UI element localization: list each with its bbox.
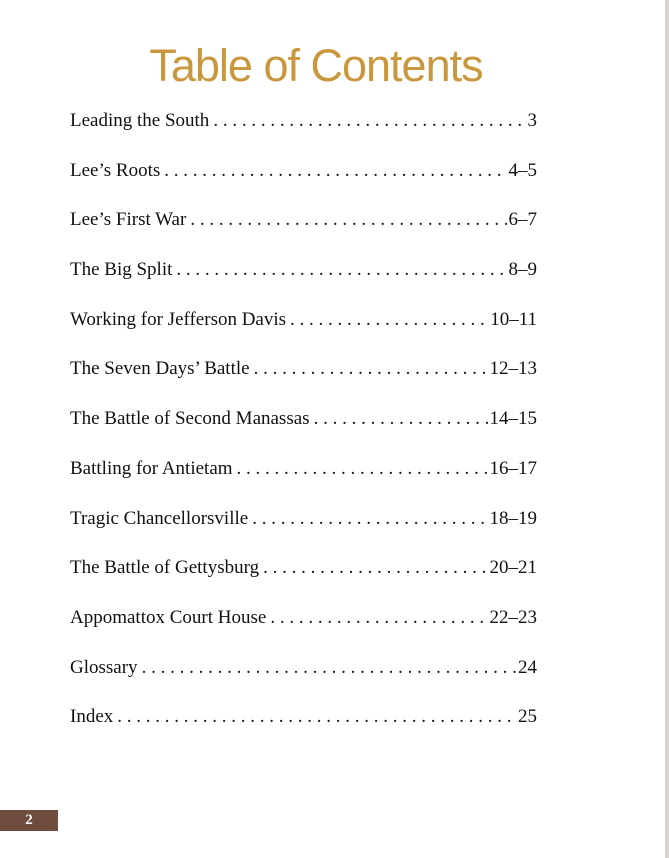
toc-leader-dots: [314, 408, 488, 430]
toc-entry-title: The Battle of Gettysburg: [70, 557, 260, 579]
toc-entry: [70, 160, 537, 210]
toc-entry: [70, 259, 537, 309]
table-of-contents: [70, 110, 537, 756]
toc-leader-dots: [290, 309, 488, 331]
toc-entry-title: Working for Jefferson Davis: [70, 308, 287, 330]
page-edge: [665, 0, 669, 858]
toc-entry-title: The Big Split: [70, 259, 173, 281]
toc-entry-title: Lee’s First War: [70, 209, 187, 231]
toc-entry-page: 10–11: [490, 308, 537, 330]
toc-entry: [70, 657, 537, 707]
toc-entry-page: 18–19: [489, 507, 537, 529]
toc-entry-page: 14–15: [489, 408, 537, 430]
toc-leader-dots: [252, 508, 487, 530]
toc-entry: [70, 458, 537, 508]
toc-entry: [70, 209, 537, 259]
toc-entry-title: Tragic Chancellorsville: [70, 507, 249, 529]
toc-entry: [70, 110, 537, 160]
toc-entry: [70, 706, 537, 756]
toc-entry-page: 6–7: [508, 209, 537, 231]
toc-entry-title: Appomattox Court House: [70, 606, 267, 628]
toc-entry-title: Battling for Antietam: [70, 457, 233, 479]
toc-entry-title: The Seven Days’ Battle: [70, 358, 250, 380]
toc-entry: [70, 508, 537, 558]
toc-leader-dots: [270, 607, 487, 629]
toc-entry-page: 24: [518, 656, 537, 678]
toc-entry: [70, 607, 537, 657]
toc-entry-page: 3: [527, 110, 537, 131]
toc-leader-dots: [176, 259, 506, 281]
toc-entry-page: 20–21: [489, 557, 537, 579]
toc-entry: [70, 557, 537, 607]
toc-entry-page: 12–13: [489, 358, 537, 380]
toc-leader-dots: [190, 209, 506, 231]
toc-entry-title: Index: [70, 706, 114, 728]
toc-leader-dots: [117, 706, 516, 728]
toc-leader-dots: [142, 657, 516, 679]
toc-entry: [70, 408, 537, 458]
page-title: Table of Contents: [149, 40, 483, 91]
toc-leader-dots: [213, 110, 525, 132]
toc-entry-title: Lee’s Roots: [70, 159, 161, 181]
toc-entry-page: 4–5: [508, 159, 537, 181]
toc-entry-page: 25: [518, 706, 537, 728]
toc-entry: [70, 309, 537, 359]
toc-entry-title: Leading the South: [70, 110, 210, 131]
toc-entry-title: The Battle of Second Manassas: [70, 408, 310, 430]
toc-entry: [70, 358, 537, 408]
toc-leader-dots: [164, 160, 506, 182]
toc-leader-dots: [254, 358, 488, 380]
toc-entry-page: 16–17: [489, 457, 537, 479]
toc-entry-title: Glossary: [70, 656, 138, 678]
toc-entry-page: 8–9: [508, 259, 537, 281]
toc-entry-page: 22–23: [489, 606, 537, 628]
toc-leader-dots: [263, 557, 487, 579]
page-number-badge: 2: [0, 810, 58, 831]
toc-leader-dots: [237, 458, 488, 480]
